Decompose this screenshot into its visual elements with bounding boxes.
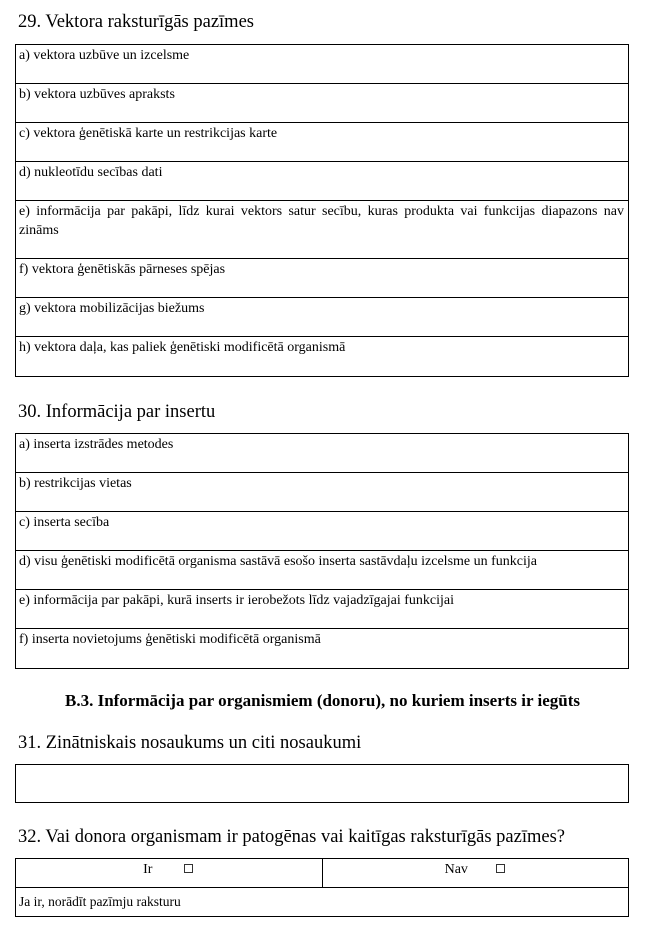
q32-heading: 32. Vai donora organismam ir patogēnas vai kaitīgas raksturīgās pazīmes? bbox=[18, 827, 565, 847]
q29-row-d[interactable]: d) nukleotīdu secības dati bbox=[16, 162, 629, 201]
section-b3-heading: B.3. Informācija par organismiem (donoru), no kuriem inserts ir iegūts bbox=[64, 691, 581, 710]
q30-row-b[interactable]: b) restrikcijas vietas bbox=[16, 473, 629, 512]
q29-table bbox=[15, 44, 629, 377]
q30-row-d[interactable]: d) visu ģenētiski modificētā organisma sastāvā esošo inserta sastāvdaļu izcelsme un funkcija bbox=[16, 551, 629, 590]
q29-row-f[interactable]: f) vektora ģenētiskās pārneses spējas bbox=[16, 259, 629, 298]
q32-no-cell bbox=[322, 859, 629, 888]
q31-table bbox=[15, 764, 629, 803]
q32-if-yes-field[interactable]: Ja ir, norādīt pazīmju raksturu bbox=[16, 888, 629, 917]
q32-table bbox=[15, 858, 629, 917]
q32-no-checkbox[interactable] bbox=[496, 864, 505, 873]
q32-yes-cell bbox=[16, 859, 323, 888]
q30-heading: 30. Informācija par insertu bbox=[18, 402, 216, 422]
q30-row-a[interactable]: a) inserta izstrādes metodes bbox=[16, 434, 629, 473]
q32-yes-checkbox[interactable] bbox=[184, 864, 193, 873]
q31-heading: 31. Zinātniskais nosaukums un citi nosaukumi bbox=[18, 733, 362, 753]
q31-answer-field[interactable] bbox=[16, 765, 629, 803]
q30-row-e[interactable]: e) informācija par pakāpi, kurā inserts ir ierobežots līdz vajadzīgajai funkcijai bbox=[16, 590, 629, 629]
q30-row-f[interactable]: f) inserta novietojums ģenētiski modificētā organismā bbox=[16, 629, 629, 669]
q29-row-e[interactable]: e) informācija par pakāpi, līdz kurai vektors satur secību, kuras produkta vai funkcijas diapazons nav zināms bbox=[16, 201, 629, 259]
q29-row-a[interactable]: a) vektora uzbūve un izcelsme bbox=[16, 45, 629, 84]
q30-row-c[interactable]: c) inserta secība bbox=[16, 512, 629, 551]
q30-table bbox=[15, 433, 629, 669]
q29-heading: 29. Vektora raksturīgās pazīmes bbox=[18, 12, 254, 32]
q32-yes-label: Ir bbox=[143, 862, 153, 877]
q32-no-label: Nav bbox=[444, 862, 468, 877]
q29-row-b[interactable]: b) vektora uzbūves apraksts bbox=[16, 84, 629, 123]
q29-row-g[interactable]: g) vektora mobilizācijas biežums bbox=[16, 298, 629, 337]
q29-row-h[interactable]: h) vektora daļa, kas paliek ģenētiski modificētā organismā bbox=[16, 337, 629, 377]
q29-row-c[interactable]: c) vektora ģenētiskā karte un restrikcijas karte bbox=[16, 123, 629, 162]
